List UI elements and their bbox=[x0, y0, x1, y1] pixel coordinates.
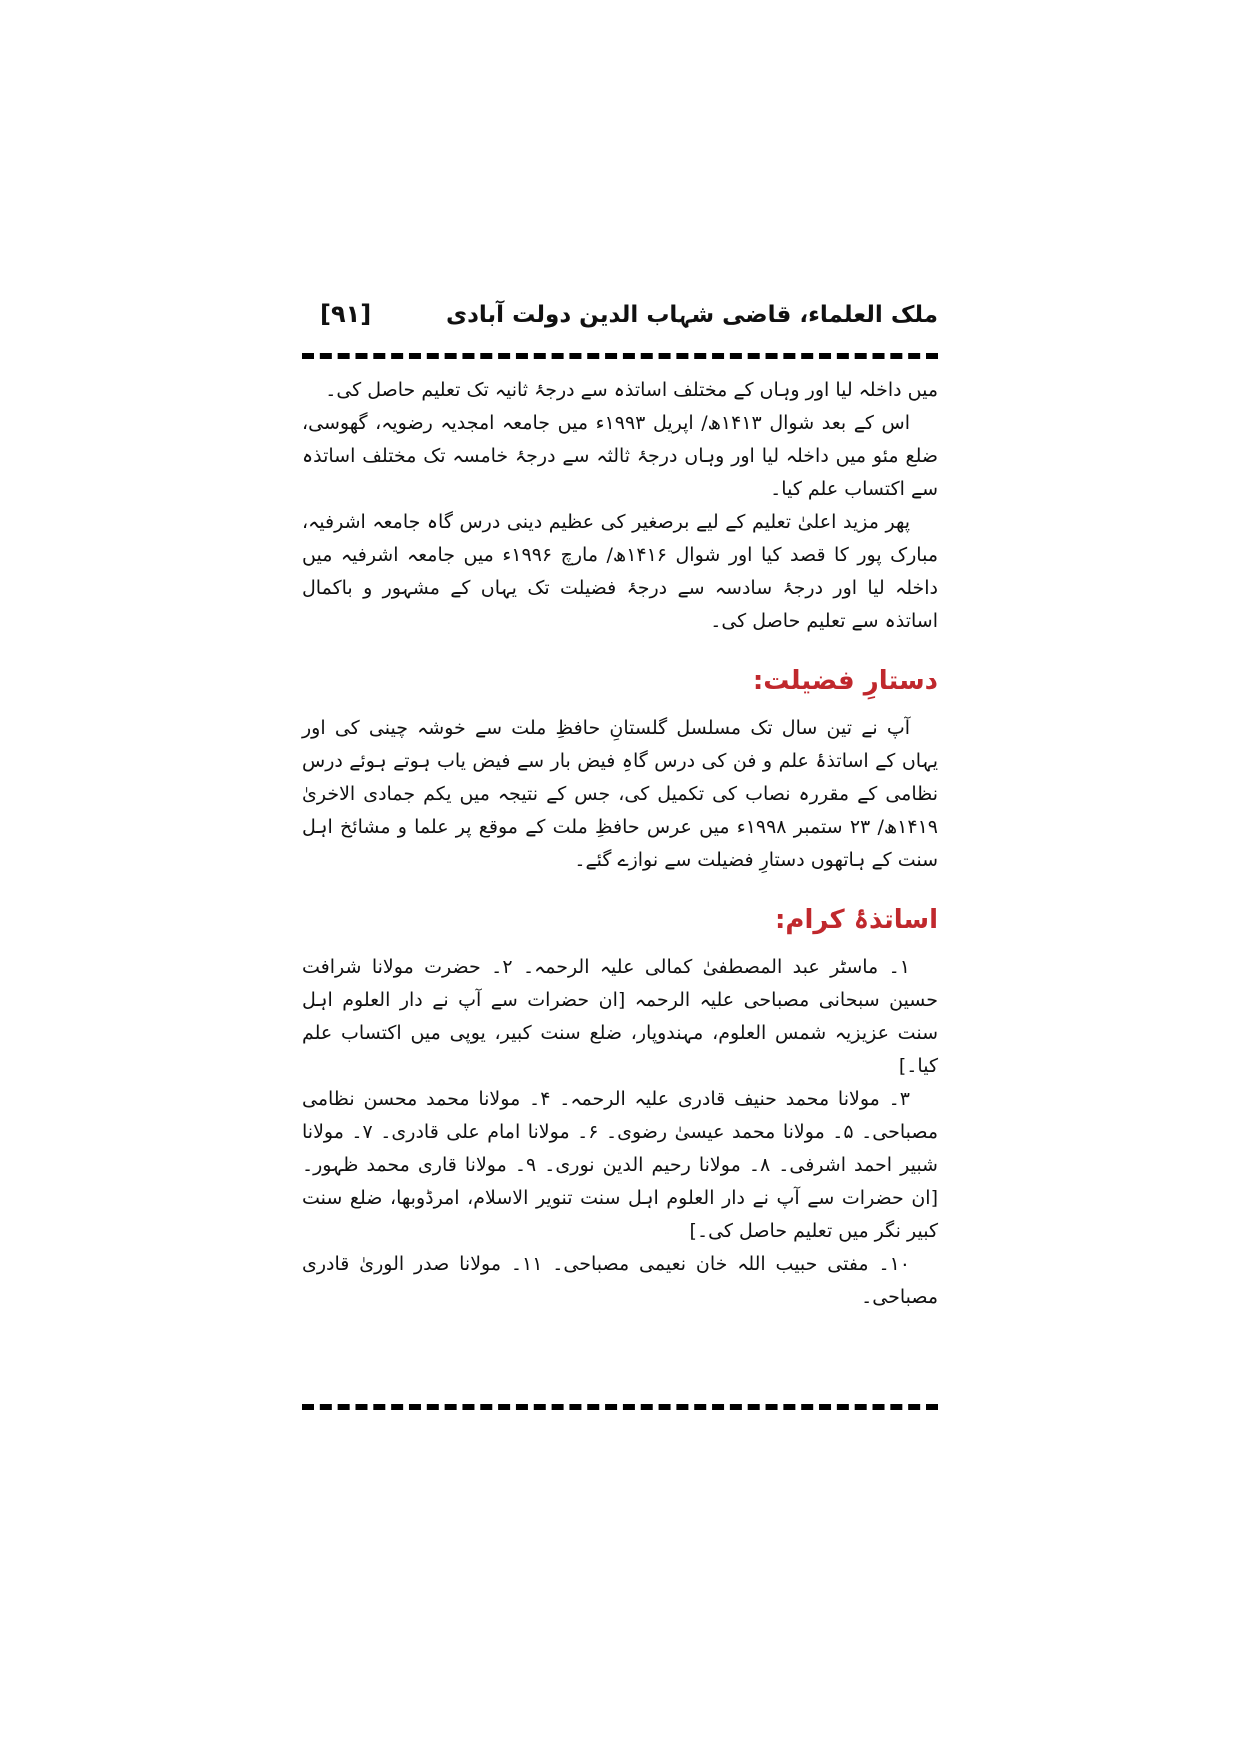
header-dashed-rule bbox=[302, 353, 938, 359]
paragraph: اس کے بعد شوال ۱۴۱۳ھ/ اپریل ۱۹۹۳ء میں جامعہ امجدیہ رضویہ، گھوسی، ضلع مئو میں داخلہ لیا اور وہاں درجۂ ثالثہ سے درجۂ خامسہ تک مختلف اساتذہ سے اکتساب علم کیا۔ bbox=[302, 412, 938, 500]
paragraph: ۱۰۔ مفتی حبیب اللہ خان نعیمی مصباحی۔ ۱۱۔ مولانا صدر الوریٰ قادری مصباحی۔ bbox=[302, 1253, 938, 1308]
section-heading: اساتذۂ کرام: bbox=[775, 905, 938, 935]
paragraph: میں داخلہ لیا اور وہاں کے مختلف اساتذہ سے درجۂ ثانیہ تک تعلیم حاصل کی۔ bbox=[325, 379, 938, 401]
paragraph: ۱۔ ماسٹر عبد المصطفیٰ کمالی علیہ الرحمہ۔ ۲۔ حضرت مولانا شرافت حسین سبحانی مصباحی علیہ الرحمہ [ان حضرات سے آپ نے دار العلوم اہل سنت عزیزیہ شمس العلوم، مہندوپار، ضلع سنت کبیر، یوپی میں اکتساب علم کیا۔] bbox=[302, 956, 938, 1077]
footer-dashed-rule bbox=[302, 1404, 938, 1410]
body-text bbox=[302, 374, 938, 1314]
paragraph: پھر مزید اعلیٰ تعلیم کے لیے برصغیر کی عظیم دینی درس گاہ جامعہ اشرفیہ، مبارک پور کا قصد کیا اور شوال ۱۴۱۶ھ/ مارچ ۱۹۹۶ء میں جامعہ اشرفیہ میں داخلہ لیا اور درجۂ سادسہ سے درجۂ فضیلت تک یہاں کے مشہور و باکمال اساتذہ سے تعلیم حاصل کی۔ bbox=[302, 511, 938, 632]
page-header bbox=[302, 296, 938, 344]
running-title: ملک العلماء، قاضی شہاب الدین دولت آبادی bbox=[446, 302, 938, 328]
section-heading: دستارِ فضیلت: bbox=[752, 666, 938, 696]
paragraph: آپ نے تین سال تک مسلسل گلستانِ حافظِ ملت سے خوشہ چینی کی اور یہاں کے اساتذۂ علم و فن کی درس گاہِ فیض بار سے فیض یاب ہوتے ہوئے درس نظامی کے مقررہ نصاب کی تکمیل کی، جس کے نتیجہ میں یکم جمادی الاخریٰ ۱۴۱۹ھ/ ۲۳ ستمبر ۱۹۹۸ء میں عرس حافظِ ملت کے موقع پر علما و مشائخ اہل سنت کے ہاتھوں دستارِ فضیلت سے نوازے گئے۔ bbox=[302, 717, 938, 871]
page-number: [۹۱] bbox=[320, 300, 372, 328]
paragraph: ۳۔ مولانا محمد حنیف قادری علیہ الرحمہ۔ ۴۔ مولانا محمد محسن نظامی مصباحی۔ ۵۔ مولانا محمد عیسیٰ رضوی۔ ۶۔ مولانا امام علی قادری۔ ۷۔ مولانا شبیر احمد اشرفی۔ ۸۔ مولانا رحیم الدین نوری۔ ۹۔ مولانا قاری محمد ظہور۔ [ان حضرات سے آپ نے دار العلوم اہل سنت تنویر الاسلام، امرڈوبھا، ضلع سنت کبیر نگر میں تعلیم حاصل کی۔] bbox=[302, 1088, 938, 1242]
